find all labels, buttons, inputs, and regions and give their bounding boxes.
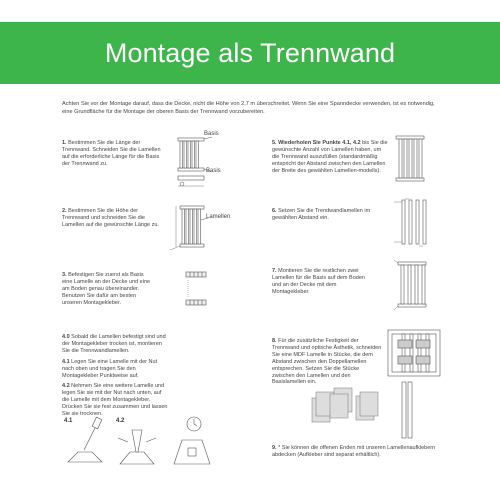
basis-top-label: Basis bbox=[204, 131, 219, 137]
step-4 bbox=[62, 334, 170, 422]
step-3-number: 3. bbox=[62, 272, 67, 278]
step-4-1 bbox=[62, 359, 170, 380]
step-6-number: 6. bbox=[272, 208, 277, 214]
step-2 bbox=[62, 208, 162, 229]
figure-9-sticker-illustration bbox=[310, 378, 440, 446]
step-9-number: 9. bbox=[272, 445, 277, 451]
figure-2-lamellen-illustration bbox=[168, 200, 238, 258]
step-3 bbox=[62, 272, 154, 307]
step-7-number: 7. bbox=[272, 268, 277, 274]
step-7-text: Montieren Sie die restlichen zwei Lamellen für die Basis auf dem Boden und an der Decke mit dem Montagekleber. bbox=[272, 268, 365, 295]
step-9-text: * Sie können die offenen Enden mit unseren Lamellenaufklebern abdecken (Aufkleber sind separat erhältlich). bbox=[272, 445, 436, 458]
step-5 bbox=[272, 140, 390, 175]
step-3-text: Befestigen Sie zuerst als Basis eine Lamelle an der Decke und eine am Boden genau übereinander. Benutzen Sie dafür am besten unseren Montagekleber. bbox=[62, 272, 151, 306]
step-4-2-text: Nehmen Sie eine weitere Lamelle und legen Sie sie mit der Nut nach unten, auf die Lamelle mit dem Montagekleber. Drücken Sie sie fest zusammen und lassen Sie sie trocknen. bbox=[62, 383, 168, 418]
figure-4-2-label: 4.2 bbox=[116, 418, 125, 424]
step-2-text: Bestimmen Sie die Höhe der Trennwand und schneiden Sie die Lamellen auf die gewünschte Länge zu. bbox=[62, 208, 159, 228]
step-4-2-number: 4.2 bbox=[62, 383, 70, 390]
step-6 bbox=[272, 208, 372, 222]
step-5-text: bis Sie die gewünschte Anzahl von Lamellen haben, um die Trennwand auszufüllen (standardmäßig entspricht der Abstand zwischen den Lamellen der Breite des gewählten Lamellen-modells). bbox=[272, 140, 388, 174]
step-5-number: 5. bbox=[272, 140, 277, 146]
intro-text: Achten Sie vor der Montage darauf, dass die Decke, nicht die Höhe von 2,7 m überschreitet. Wenn Sie eine Spanndecke verwenden, ist es notwendig, eine Grundfläche für die Montage der oberen Basis der Trennwand vorzubereiten. bbox=[62, 101, 435, 115]
step-4-1-number: 4.1 bbox=[62, 358, 70, 365]
step-4-1-text: Legen Sie eine Lamelle mit der Nut nach oben und tragen Sie den Montagekleber Punktweise auf. bbox=[62, 358, 158, 379]
figure-5-repeat-illustration bbox=[390, 132, 430, 188]
step-5-points: Wiederholen Sie Punkte 4.1, 4.2 bbox=[276, 140, 361, 146]
page-title: Montage als Trennwand bbox=[104, 37, 396, 68]
step-1 bbox=[62, 140, 162, 168]
figure-8-mdf-illustration bbox=[384, 328, 444, 382]
step-7 bbox=[272, 268, 367, 296]
figure-7-base-illustration bbox=[392, 258, 432, 314]
figure-3-base-lamella bbox=[180, 268, 210, 312]
step-6-text: Setzen Sie die Trendwandlamellen im gewählten Abstand ein. bbox=[272, 208, 371, 221]
step-8-number: 8. bbox=[272, 338, 277, 344]
lamellen-label: Lamellen bbox=[206, 214, 231, 220]
basis-bottom-label: Basis bbox=[206, 168, 221, 174]
step-2-number: 2. bbox=[62, 208, 67, 214]
step-4-0-number: 4.0 bbox=[62, 334, 70, 340]
step-8-text: Für die zusätzliche Festigkeit der Trennwand und optische Ästhetik, schneiden Sie eine MDF Lamelle in Stücke, die dem Abstand zwischen den Doppellamellen entsprechen. Setzen Sie die Stücke zwischen den Lamellen und den Basislamellen ein. bbox=[272, 338, 382, 386]
step-1-text: Bestimmen Sie die Länge der Trennwand. Schneiden Sie die Lamellen auf die erforderliche Länge für die Basis der Trennwand zu. bbox=[62, 140, 161, 167]
figure-6-spacing-illustration bbox=[392, 196, 436, 250]
figure-4-glue-illustration bbox=[62, 412, 212, 472]
step-4-0-text: Sobald die Lamellen befestigt sind und der Montagekleber trocken ist, montieren Sie die Trennwandlamellen. bbox=[62, 334, 166, 354]
step-4-0 bbox=[62, 334, 170, 355]
step-1-number: 1. bbox=[62, 140, 67, 146]
figure-4-1-label: 4.1 bbox=[64, 418, 73, 424]
step-9 bbox=[272, 445, 452, 459]
figure-1-basis-illustration bbox=[168, 128, 228, 192]
title-banner bbox=[0, 22, 500, 84]
